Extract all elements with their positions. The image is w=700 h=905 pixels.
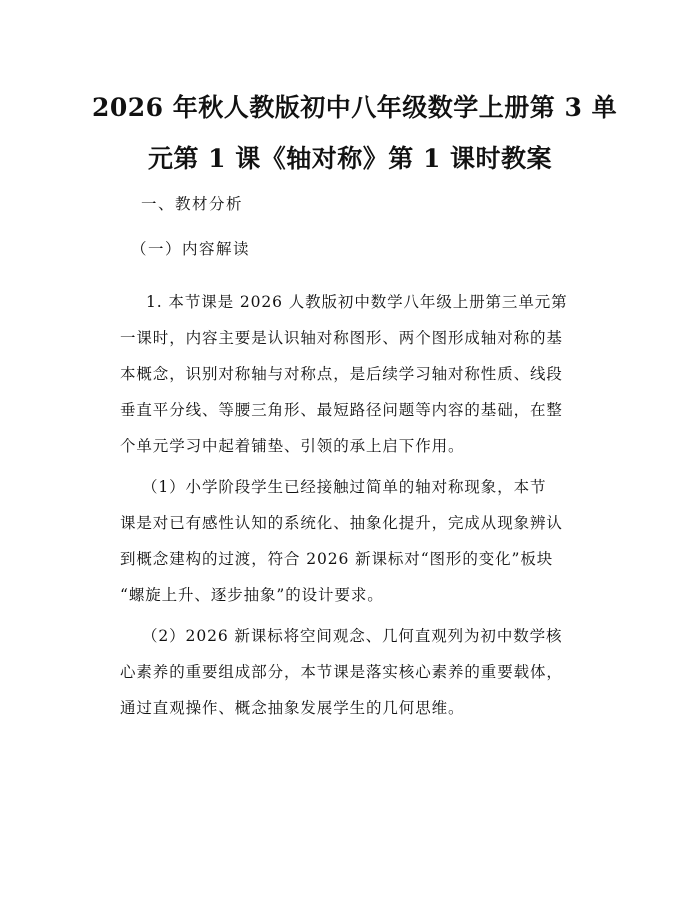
paragraph-line: 一课时，内容主要是认识轴对称图形、两个图形成轴对称的基	[120, 329, 563, 347]
paragraph-line: 到概念建构的过渡，符合 2026 新课标对“图形的变化”板块	[120, 550, 554, 568]
paragraph-content-3	[120, 618, 580, 726]
paragraph-line: （2）2026 新课标将空间观念、几何直观列为初中数学核	[142, 627, 563, 645]
title-line: 元第 1 课《轴对称》第 1 课时教案	[147, 144, 553, 173]
paragraph-content-1	[120, 284, 580, 464]
paragraph-line: 课是对已有感性认知的系统化、抽象化提升，完成从现象辨认	[120, 514, 563, 532]
paragraph-line: 本概念，识别对称轴与对称点，是后续学习轴对称性质、线段	[120, 365, 563, 383]
paragraph-line: 垂直平分线、等腰三角形、最短路径问题等内容的基础，在整	[120, 401, 563, 419]
paragraph-line: （1）小学阶段学生已经接触过简单的轴对称现象，本节	[142, 478, 547, 496]
section-heading: 一、教材分析	[141, 195, 244, 213]
title-line: 2026 年秋人教版初中八年级数学上册第 3 单	[92, 93, 618, 122]
paragraph-line: 个单元学习中起着铺垫、引领的承上启下作用。	[120, 437, 465, 455]
paragraph-line: 1. 本节课是 2026 人教版初中数学八年级上册第三单元第	[146, 293, 568, 311]
paragraph-line: 心素养的重要组成部分，本节课是落实核心素养的重要载体，	[120, 663, 563, 681]
paragraph-line: “螺旋上升、逐步抽象”的设计要求。	[120, 586, 384, 604]
document-title	[92, 82, 618, 184]
paragraph-content-2	[120, 469, 580, 613]
subsection-heading: （一）内容解读	[131, 240, 251, 258]
paragraph-line: 通过直观操作、概念抽象发展学生的几何思维。	[120, 699, 465, 717]
